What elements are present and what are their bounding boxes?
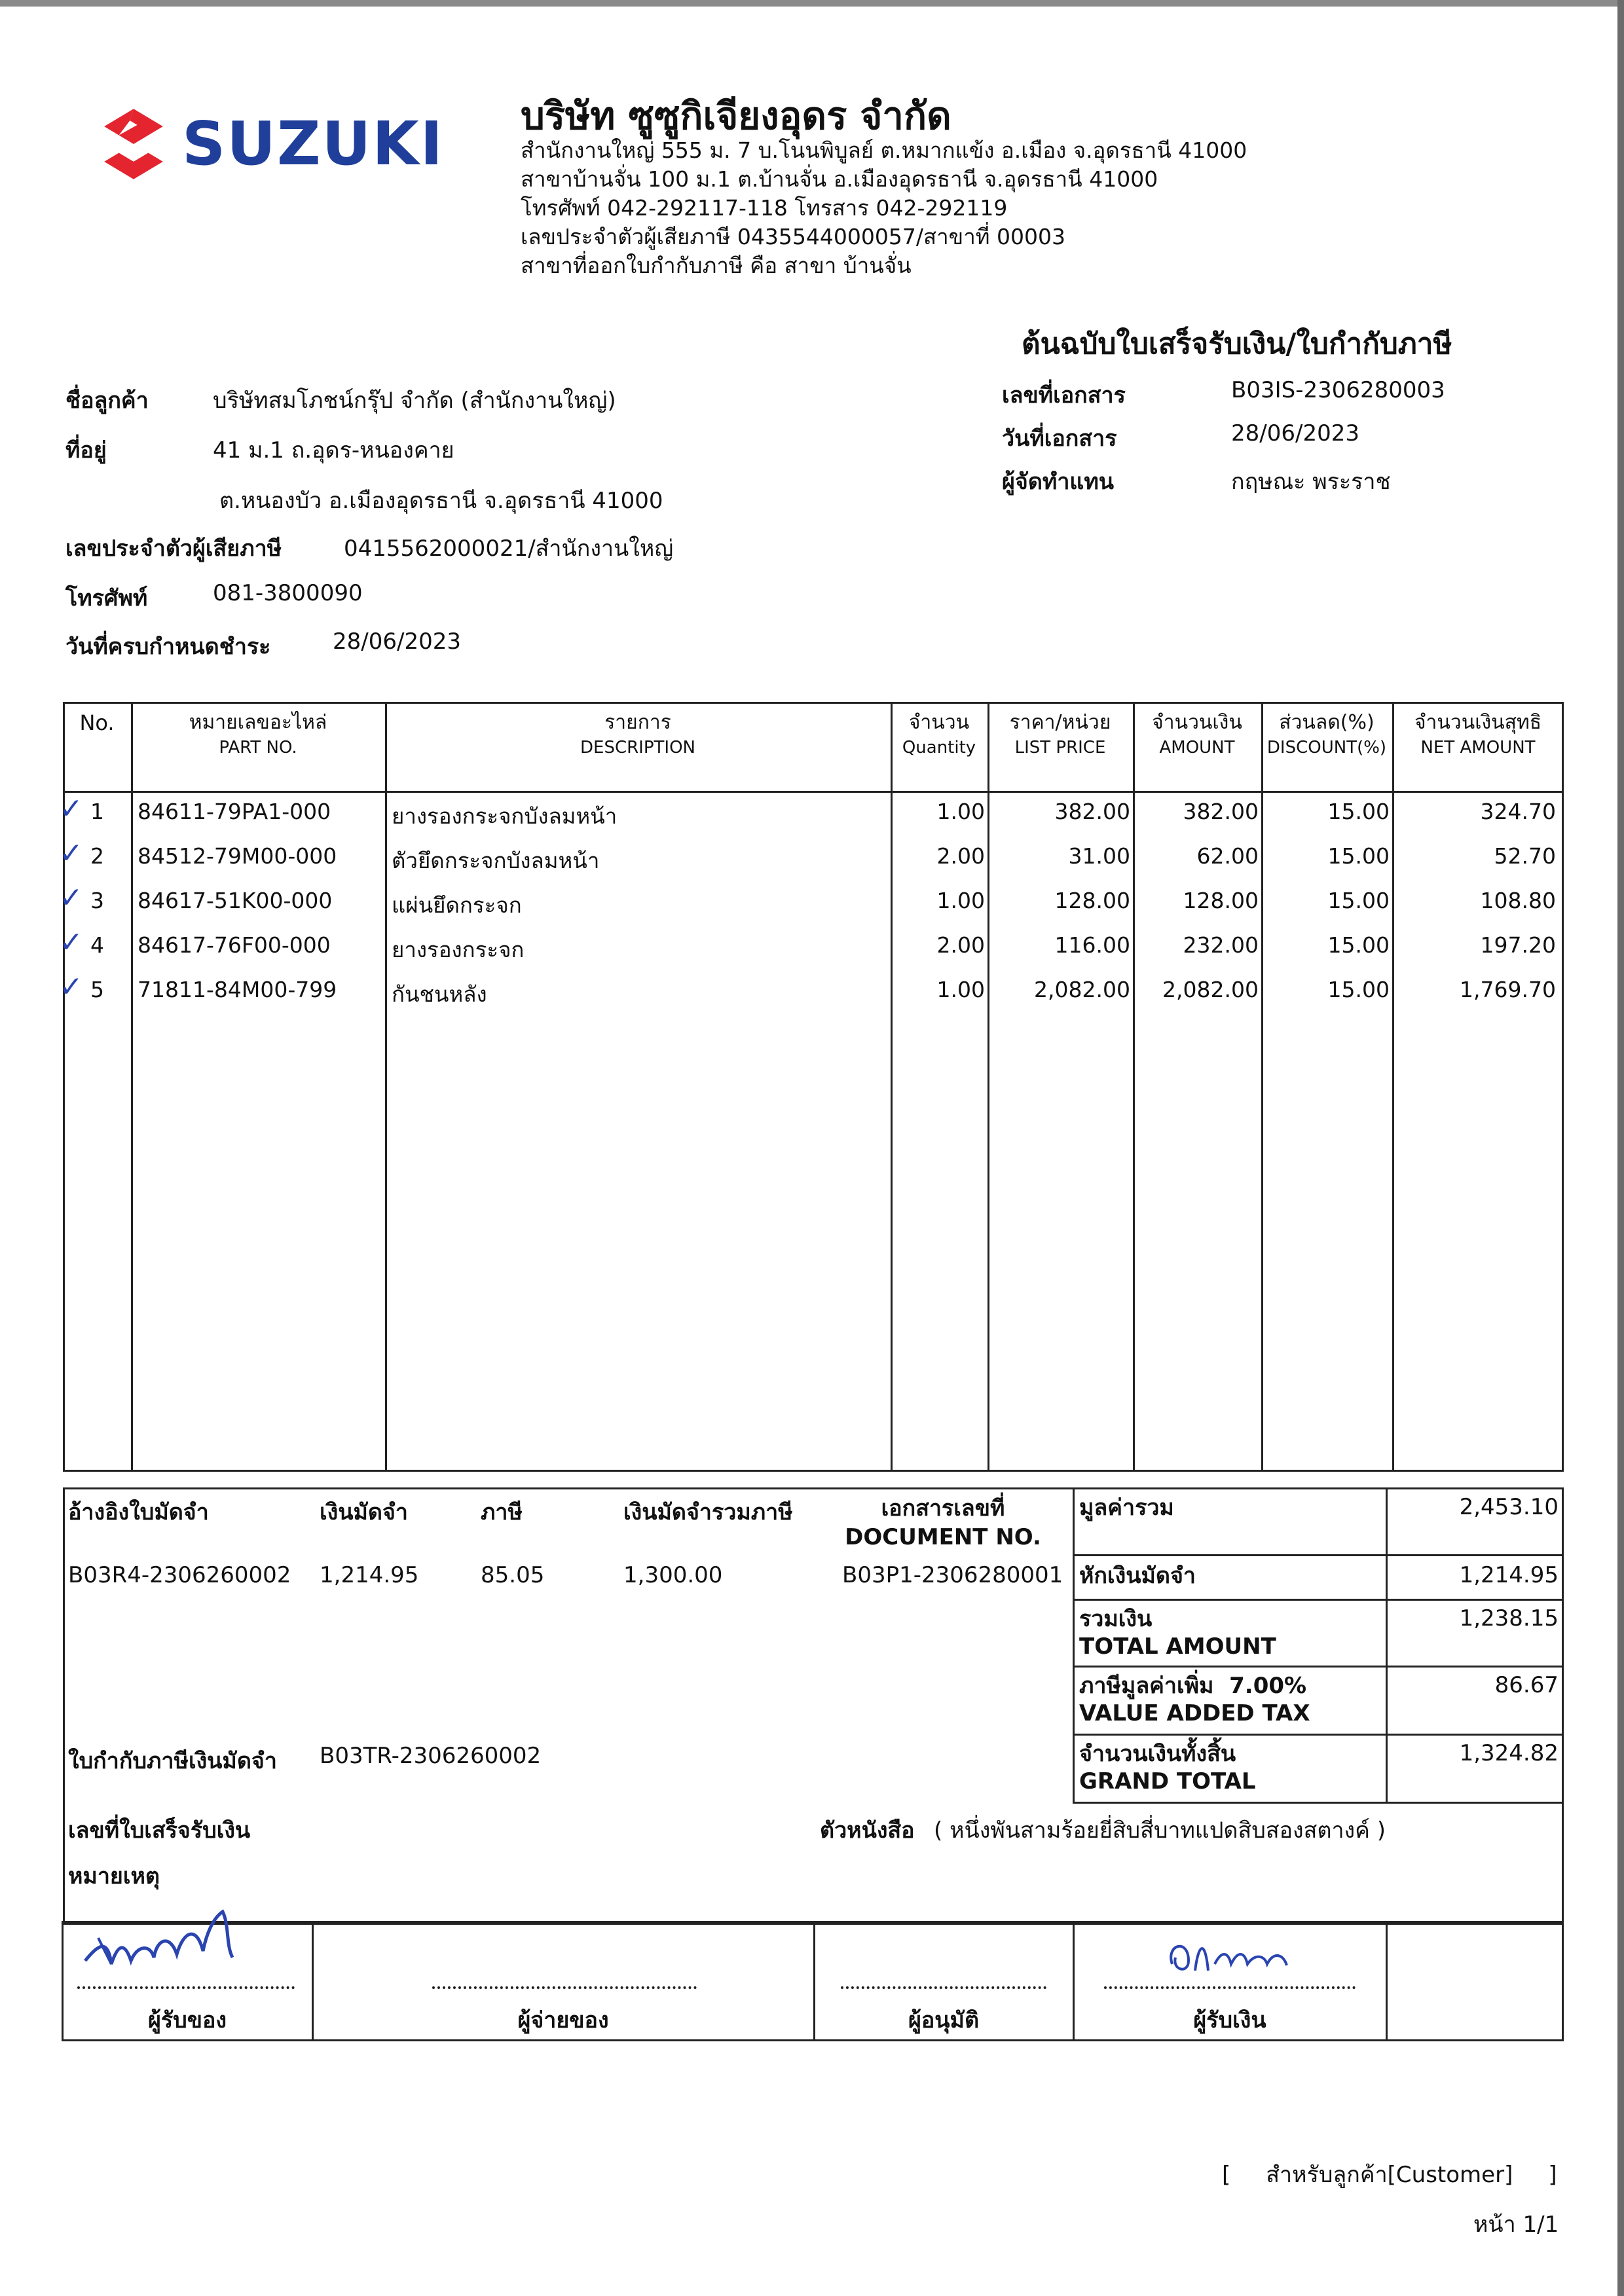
- summary-divider: [1073, 1666, 1564, 1667]
- row-no: 5: [90, 977, 104, 1002]
- row-no: 2: [90, 843, 104, 869]
- row-amount: 62.00: [1196, 843, 1259, 869]
- checkmark-icon: ✓: [59, 926, 83, 959]
- address-line: สำนักงานใหญ่ 555 ม. 7 บ.โนนพิบูลย์ ต.หมากแข้ง อ.เมือง จ.อุดรธานี 41000: [521, 137, 1247, 163]
- logo-wordmark: SUZUKI: [182, 109, 444, 179]
- row-description: กันชนหลัง: [392, 981, 487, 1007]
- table-row: [59, 926, 1564, 972]
- deposit-amount-label: เงินมัดจำ: [320, 1499, 408, 1525]
- row-qty: 2.00: [936, 932, 985, 958]
- summary-divider-vertical: [1386, 1487, 1388, 1803]
- checkmark-icon: ✓: [59, 837, 83, 870]
- customer-tax-id: 0415562000021/สำนักงานใหญ่: [344, 536, 674, 562]
- table-row: [59, 792, 1564, 838]
- remark-label: หมายเหตุ: [68, 1863, 160, 1889]
- checkmark-icon: ✓: [59, 970, 83, 1004]
- agent-label: ผู้จัดทำแทน: [1002, 469, 1114, 495]
- address-line: โทรศัพท์ 042-292117-118 โทรสาร 042-292119: [521, 195, 1008, 221]
- due-date: 28/06/2023: [333, 629, 461, 655]
- row-amount: 232.00: [1183, 932, 1259, 958]
- row-amount: 2,082.00: [1162, 977, 1259, 1002]
- customer-address-label: ที่อยู่: [65, 437, 107, 464]
- doc-date: 28/06/2023: [1231, 420, 1359, 446]
- doc-no: B03IS-2306280003: [1231, 377, 1445, 403]
- total-amount-label: รวมเงิน TOTAL AMOUNT: [1079, 1606, 1276, 1660]
- vat-value: 86.67: [1494, 1672, 1559, 1698]
- customer-address-line1: 41 ม.1 ถ.อุดร-หนองคาย: [213, 437, 454, 464]
- document-title: ต้นฉบับใบเสร็จรับเงิน/ใบกำกับภาษี: [1022, 327, 1452, 361]
- deposit-tax: 85.05: [481, 1562, 545, 1588]
- document-no-label: เอกสารเลขที่ DOCUMENT NO.: [845, 1495, 1041, 1550]
- doc-no-label: เลขที่เอกสาร: [1002, 382, 1126, 409]
- row-amount: 128.00: [1183, 888, 1259, 913]
- suzuki-s-icon: [97, 107, 170, 181]
- header-part-no: หมายเลขอะไหล่ PART NO.: [189, 711, 327, 757]
- subtotal-label: มูลค่ารวม: [1079, 1495, 1174, 1521]
- row-net: 324.70: [1480, 799, 1556, 824]
- vat-rate: 7.00%: [1229, 1673, 1307, 1699]
- row-qty: 1.00: [936, 977, 985, 1002]
- row-qty: 2.00: [936, 843, 985, 869]
- grand-total-label: จำนวนเงินทั้งสิ้น GRAND TOTAL: [1079, 1741, 1256, 1795]
- row-discount: 15.00: [1327, 799, 1390, 824]
- address-line: สาขาที่ออกใบกำกับภาษี คือ สาขา บ้านจั่น: [521, 253, 912, 278]
- row-description: ตัวยึดกระจกบังลมหน้า: [392, 848, 600, 873]
- receiver-label: ผู้รับของ: [147, 2007, 227, 2033]
- table-row: [59, 970, 1564, 1016]
- agent-name: กฤษณะ พระราช: [1231, 469, 1391, 495]
- summary-divider: [1073, 1599, 1564, 1601]
- deposit-ref: B03R4-2306260002: [68, 1562, 291, 1588]
- row-price: 116.00: [1054, 932, 1130, 958]
- total-amount-value: 1,238.15: [1459, 1605, 1559, 1631]
- table-row: [59, 837, 1564, 883]
- vat-label: ภาษีมูลค่าเพิ่ม 7.00% VALUE ADDED TAX: [1079, 1673, 1310, 1726]
- row-qty: 1.00: [936, 888, 985, 913]
- row-net: 108.80: [1480, 888, 1556, 913]
- row-discount: 15.00: [1327, 843, 1390, 869]
- signature-receiver-handwriting: [72, 1899, 268, 1990]
- signature-cashier-handwriting: [1159, 1925, 1329, 1990]
- header-amount: จำนวนเงิน AMOUNT: [1152, 711, 1242, 757]
- row-discount: 15.00: [1327, 977, 1390, 1002]
- table-row: [59, 881, 1564, 927]
- deduct-deposit-value: 1,214.95: [1459, 1562, 1559, 1588]
- row-no: 1: [90, 799, 104, 824]
- row-price: 2,082.00: [1034, 977, 1130, 1002]
- subtotal-value: 2,453.10: [1459, 1494, 1559, 1520]
- row-net: 197.20: [1480, 932, 1556, 958]
- header-discount: ส่วนลด(%) DISCOUNT(%): [1266, 711, 1387, 757]
- row-description: แผ่นยึดกระจก: [392, 892, 522, 918]
- row-price: 382.00: [1054, 799, 1130, 824]
- scan-right-edge: [1617, 0, 1624, 2296]
- header-net-amount: จำนวนเงินสุทธิ NET AMOUNT: [1414, 711, 1542, 757]
- table-header-divider: [63, 791, 1564, 793]
- row-part-no: 84617-76F00-000: [138, 932, 331, 958]
- checkmark-icon: ✓: [59, 881, 83, 915]
- signature-line-receiver: [77, 1986, 295, 1989]
- company-address-block: [521, 136, 1503, 280]
- row-no: 3: [90, 888, 104, 913]
- row-discount: 15.00: [1327, 888, 1390, 913]
- address-line: สาขาบ้านจั่น 100 ม.1 ต.บ้านจั่น อ.เมืองอุดรธานี จ.อุดรธานี 41000: [521, 166, 1158, 192]
- deposit-amount: 1,214.95: [320, 1562, 419, 1588]
- due-date-label: วันที่ครบกำหนดชำระ: [65, 634, 271, 660]
- grand-total-value: 1,324.82: [1459, 1740, 1559, 1766]
- doc-date-label: วันที่เอกสาร: [1002, 426, 1117, 452]
- row-price: 31.00: [1068, 843, 1130, 869]
- summary-box: [63, 1487, 1564, 1925]
- deposit-invoice-label: ใบกำกับภาษีเงินมัดจำ: [68, 1748, 277, 1774]
- row-price: 128.00: [1054, 888, 1130, 913]
- header-description: รายการ DESCRIPTION: [580, 711, 695, 757]
- deposit-ref-label: อ้างอิงใบมัดจำ: [68, 1499, 209, 1525]
- customer-phone: 081-3800090: [213, 580, 363, 606]
- header-list-price: ราคา/หน่วย LIST PRICE: [1009, 711, 1111, 757]
- row-net: 52.70: [1494, 843, 1556, 869]
- suzuki-logo: [97, 105, 477, 183]
- row-qty: 1.00: [936, 799, 985, 824]
- customer-address-line2: ต.หนองบัว อ.เมืองอุดรธานี จ.อุดรธานี 41000: [219, 488, 663, 514]
- row-net: 1,769.70: [1460, 977, 1556, 1002]
- summary-divider: [1073, 1734, 1564, 1736]
- cashier-label: ผู้รับเงิน: [1193, 2007, 1266, 2033]
- receipt-no-label: เลขที่ใบเสร็จรับเงิน: [68, 1817, 251, 1844]
- deposit-total: 1,300.00: [623, 1562, 723, 1588]
- page-number: หน้า 1/1: [1473, 2212, 1559, 2238]
- scan-top-edge: [0, 0, 1624, 7]
- row-part-no: 84611-79PA1-000: [138, 799, 331, 824]
- customer-tax-label: เลขประจำตัวผู้เสียภาษี: [65, 536, 282, 562]
- row-part-no: 84512-79M00-000: [138, 843, 337, 869]
- summary-divider: [1073, 1554, 1564, 1556]
- copy-note: [ สำหรับลูกค้า[Customer] ]: [1222, 2162, 1557, 2188]
- document-no: B03P1-2306280001: [842, 1562, 1063, 1588]
- checkmark-icon: ✓: [59, 792, 83, 826]
- header-no: No.: [79, 710, 115, 735]
- approver-label: ผู้อนุมัติ: [908, 2007, 980, 2033]
- customer-phone-label: โทรศัพท์: [65, 585, 148, 611]
- deduct-deposit-label: หักเงินมัดจำ: [1079, 1563, 1196, 1589]
- deposit-invoice: B03TR-2306260002: [320, 1743, 542, 1769]
- sig-divider: [1386, 1921, 1388, 2041]
- summary-divider: [1073, 1802, 1564, 1804]
- address-line: เลขประจำตัวผู้เสียภาษี 0435544000057/สาขาที่ 00003: [521, 224, 1065, 249]
- row-description: ยางรองกระจกบังลมหน้า: [392, 803, 618, 829]
- header-quantity: จำนวน Quantity: [902, 711, 976, 757]
- amount-words-label: ตัวหนังสือ: [820, 1817, 915, 1844]
- dispatcher-label: ผู้จ่ายของ: [517, 2007, 609, 2033]
- deposit-tax-label: ภาษี: [481, 1499, 523, 1525]
- amount-words: ( หนึ่งพันสามร้อยยี่สิบสี่บาทแปดสิบสองสตางค์ ): [934, 1817, 1386, 1844]
- deposit-total-label: เงินมัดจำรวมภาษี: [623, 1499, 793, 1525]
- row-no: 4: [90, 932, 104, 958]
- customer-name: บริษัทสมโภชน์กรุ๊ป จำกัด (สำนักงานใหญ่): [213, 388, 616, 414]
- signature-line-cashier: [1104, 1986, 1356, 1989]
- signature-line-dispatcher: [432, 1986, 697, 1989]
- company-name: บริษัท ซูซูกิเจียงอุดร จำกัด: [521, 94, 951, 138]
- row-discount: 15.00: [1327, 932, 1390, 958]
- customer-name-label: ชื่อลูกค้า: [65, 388, 149, 414]
- row-amount: 382.00: [1183, 799, 1259, 824]
- row-part-no: 71811-84M00-799: [138, 977, 337, 1002]
- row-part-no: 84617-51K00-000: [138, 888, 333, 913]
- row-description: ยางรองกระจก: [392, 937, 525, 962]
- signature-line-approver: [841, 1986, 1046, 1989]
